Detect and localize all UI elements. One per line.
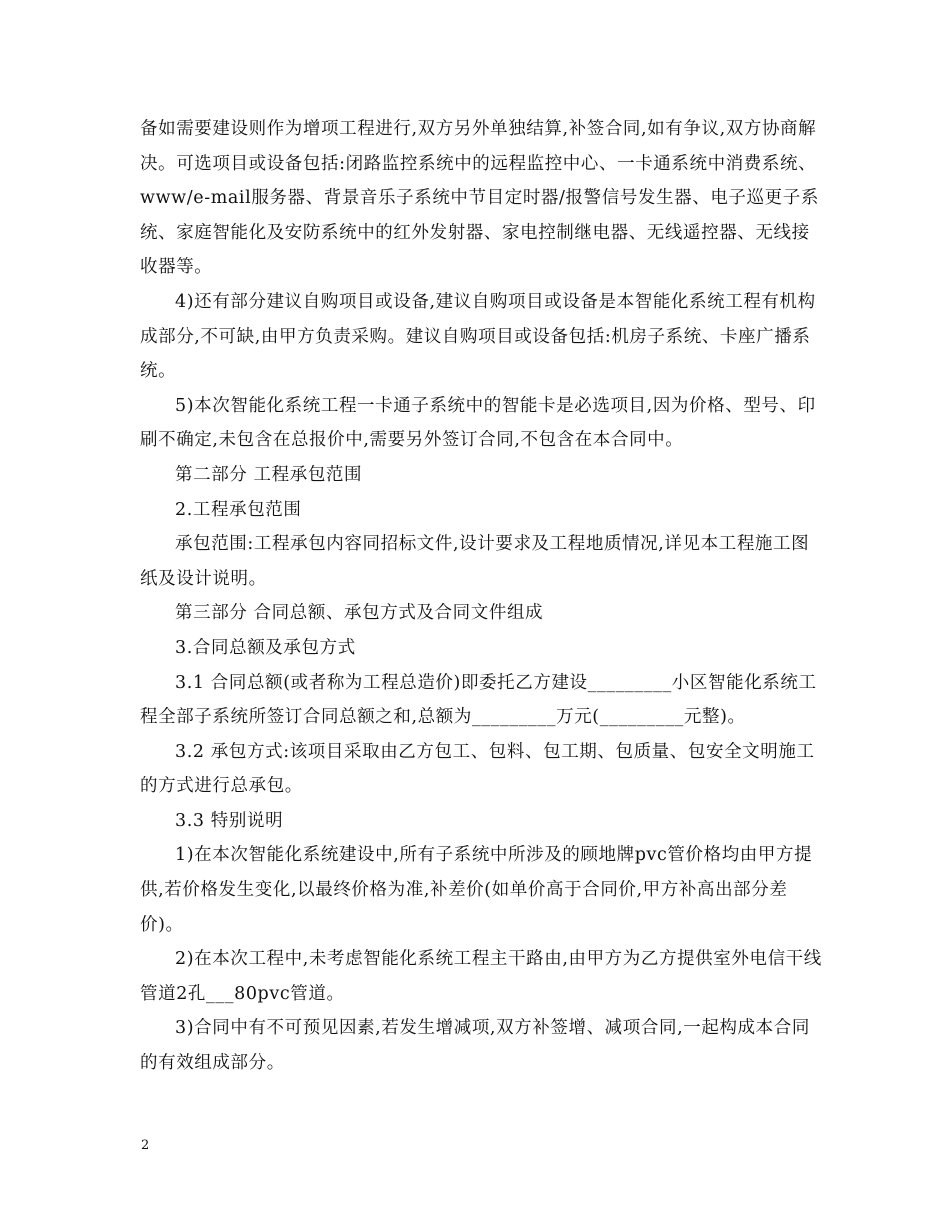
- clause-3-3: 3.3 特别说明: [175, 810, 284, 831]
- section-heading-part-two: 第二部分 工程承包范围: [175, 464, 363, 485]
- note-2: 2)在本次工程中,未考虑智能化系统工程主干路由,由甲方为乙方提供室外电信干线管道2孔___80pvc管道。: [140, 949, 822, 1004]
- paragraph-2: 4)还有部分建议自购项目或设备,建议自购项目或设备是本智能化系统工程有机构成部分,不可缺,由甲方负责采购。建议自购项目或设备包括:机房子系统、卡座广播系统。: [140, 291, 816, 382]
- page-number: 2: [141, 1138, 150, 1153]
- clause-heading-3: 3.合同总额及承包方式: [175, 637, 356, 658]
- paragraph-3: 5)本次智能化系统工程一卡通子系统中的智能卡是必选项目,因为价格、型号、印刷不确定,未包含在总报价中,需要另外签订合同,不包含在本合同中。: [140, 395, 816, 451]
- clause-heading-2: 2.工程承包范围: [175, 499, 302, 520]
- document-body: [140, 112, 826, 1081]
- paragraph-1: 备如需要建设则作为增项工程进行,双方另外单独结算,补签合同,如有争议,双方协商解决。可选项目或设备包括:闭路监控系统中的远程监控中心、一卡通系统中消费系统、www/e-mail服务器、背景音乐子系统中节目定时器/报警信号发生器、电子巡更子系统、家庭智能化及安防系统中的红外发射器、家电控制继电器、无线遥控器、无线接收器等。: [140, 119, 819, 278]
- note-3: 3)合同中有不可预见因素,若发生增减项,双方补签增、减项合同,一起构成本合同的有效组成部分。: [140, 1018, 810, 1074]
- clause-3-2: 3.2 承包方式:该项目采取由乙方包工、包料、包工期、包质量、包安全文明施工的方式进行总承包。: [140, 741, 815, 797]
- note-1: 1)在本次智能化系统建设中,所有子系统中所涉及的顾地牌pvc管价格均由甲方提供,若价格发生变化,以最终价格为准,补差价(如单价高于合同价,甲方补高出部分差价)。: [140, 845, 813, 935]
- paragraph-scope: 承包范围:工程承包内容同招标文件,设计要求及工程地质情况,详见本工程施工图纸及设计说明。: [140, 534, 810, 589]
- clause-3-1: 3.1 合同总额(或者称为工程总造价)即委托乙方建设_________小区智能化系统工程全部子系统所签订合同总额之和,总额为_________万元(_________元整)。: [140, 672, 817, 728]
- section-heading-part-three: 第三部分 合同总额、承包方式及合同文件组成: [175, 603, 544, 624]
